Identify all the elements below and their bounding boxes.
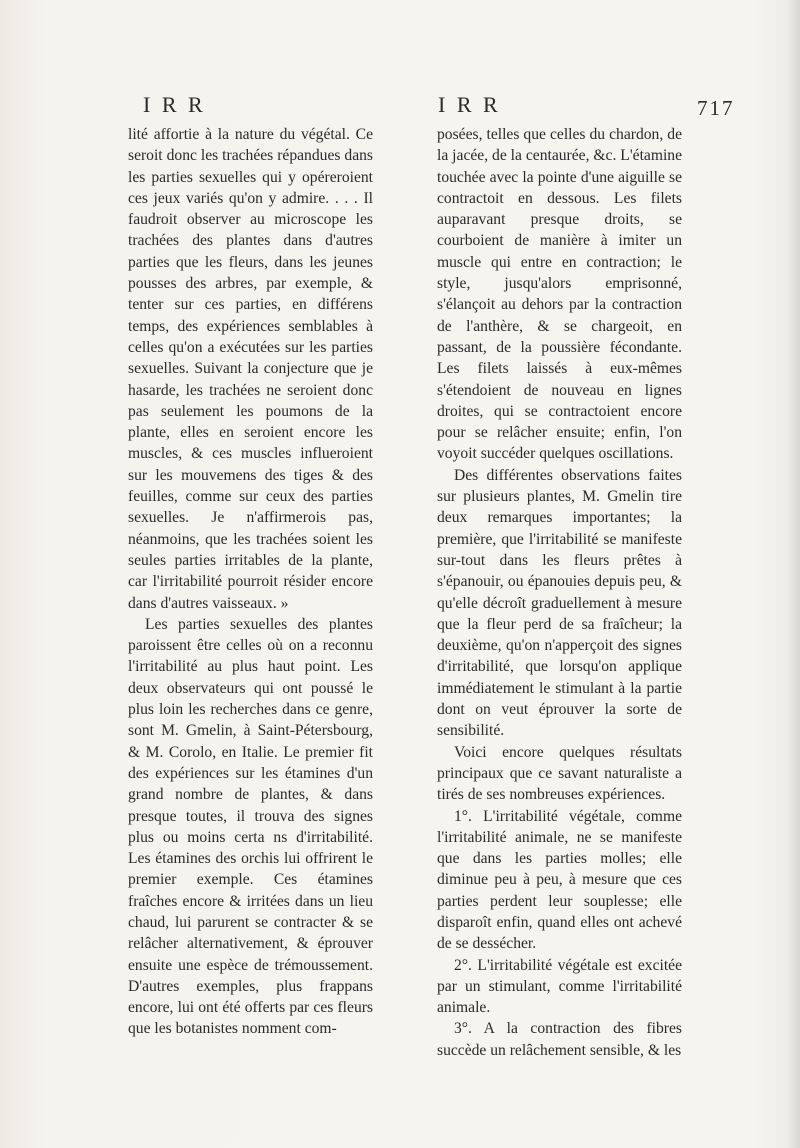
right-column — [437, 124, 682, 1061]
paragraph: 1°. L'irritabilité végétale, comme l'irritabilité animale, ne se manifeste que dans les parties molles; elle diminue peu à peu, à mesure que ces parties perdent leur souplesse; elle disparoît enfin, quand elles ont achevé de se dessécher. — [437, 807, 682, 953]
paragraph: 3°. A la contraction des fibres succède un relâchement sensible, & les — [437, 1020, 682, 1059]
paragraph: Les parties sexuelles des plantes paroissent être celles où on a reconnu l'irritabilité au plus haut point. Les deux observateurs qui ont poussé le plus loin les recherches dans ce genre, sont M. Gmelin, à Saint-Pétersbourg, & M. Corolo, en Italie. Le premier fit des expériences sur les étamines d'un grand nombre de plantes, & dans presque toutes, il trouva des signes plus ou moins certa ns d'irritabilité. Les étamines des orchis lui offrirent le premier exemple. Ces étamines fraîches encore & irritées dans un lieu chaud, lui parurent se contracter & se relâcher alternativement, & éprouver ensuite une espèce de trémoussement. D'autres exemples, plus frappans encore, lui ont été offerts par ces fleurs que les botanistes nomment com- — [128, 615, 373, 1038]
paragraph: Voici encore quelques résultats principaux que ce savant naturaliste a tirés de ses nombreuses expériences. — [437, 743, 682, 804]
running-head-right: I R R — [438, 92, 501, 117]
paragraph: posées, telles que celles du chardon, de la jacée, de la centaurée, &c. L'étamine touchée avec la pointe d'une aiguille se contractoit en dessous. Les filets auparavant presque droits, se courboient de manière à imiter un muscle qui entre en contraction; le style, jusqu'alors emprisonné, s'élançoit au dehors par la contraction de l'anthère, & se chargeoit, en passant, de la poussière fécondante. Les filets laissés à eux-mêmes s'étendoient de nouveau en lignes droites, qui se contractoient encore pour se relâcher ensuite; enfin, l'on voyoit succéder quelques oscillations. — [437, 126, 682, 463]
paragraph: Des différentes observations faites sur plusieurs plantes, M. Gmelin tire deux remarques importantes; la première, que l'irritabilité se manifeste sur-tout dans les fleurs prêtes à s'épanouir, ou épanouies depuis peu, & qu'elle décroît graduellement à mesure que la fleur perd de sa fraîcheur; la deuxième, qu'on n'apperçoit des signes d'irritabilité, que lorsqu'on applique immédiatement le stimulant à la partie dont on veut éprouver la sorte de sensibilité. — [437, 466, 682, 740]
left-column — [128, 124, 373, 1040]
paragraph: 2°. L'irritabilité végétale est excitée par un stimulant, comme l'irritabilité animale. — [437, 956, 682, 1017]
page-edge — [786, 0, 800, 1148]
running-head-left: I R R — [143, 92, 206, 117]
paragraph: lité affortie à la nature du végétal. Ce seroit donc les trachées répandues dans les parties sexuelles qui y opéreroient ces jeux variés qu'on y admire. . . . Il faudroit observer au microscope les trachées des plantes dans d'autres parties que les fleurs, dans les jeunes pousses des arbres, par exemple, & tenter sur ces parties, en différens temps, des expériences semblables à celles qu'on a exécutées sur les parties sexuelles. Suivant la conjecture que je hasarde, les trachées ne seroient donc pas seulement les poumons de la plante, elles en seroient encore les muscles, & ces muscles influeroient sur les mouvemens des tiges & des feuilles, comme sur ceux des parties sexuelles. Je n'affirmerois pas, néanmoins, que les trachées soient les seules parties irritables de la plante, car l'irritabilité pourroit résider encore dans d'autres vaisseaux. » — [128, 126, 373, 612]
page-number: 717 — [697, 96, 735, 120]
